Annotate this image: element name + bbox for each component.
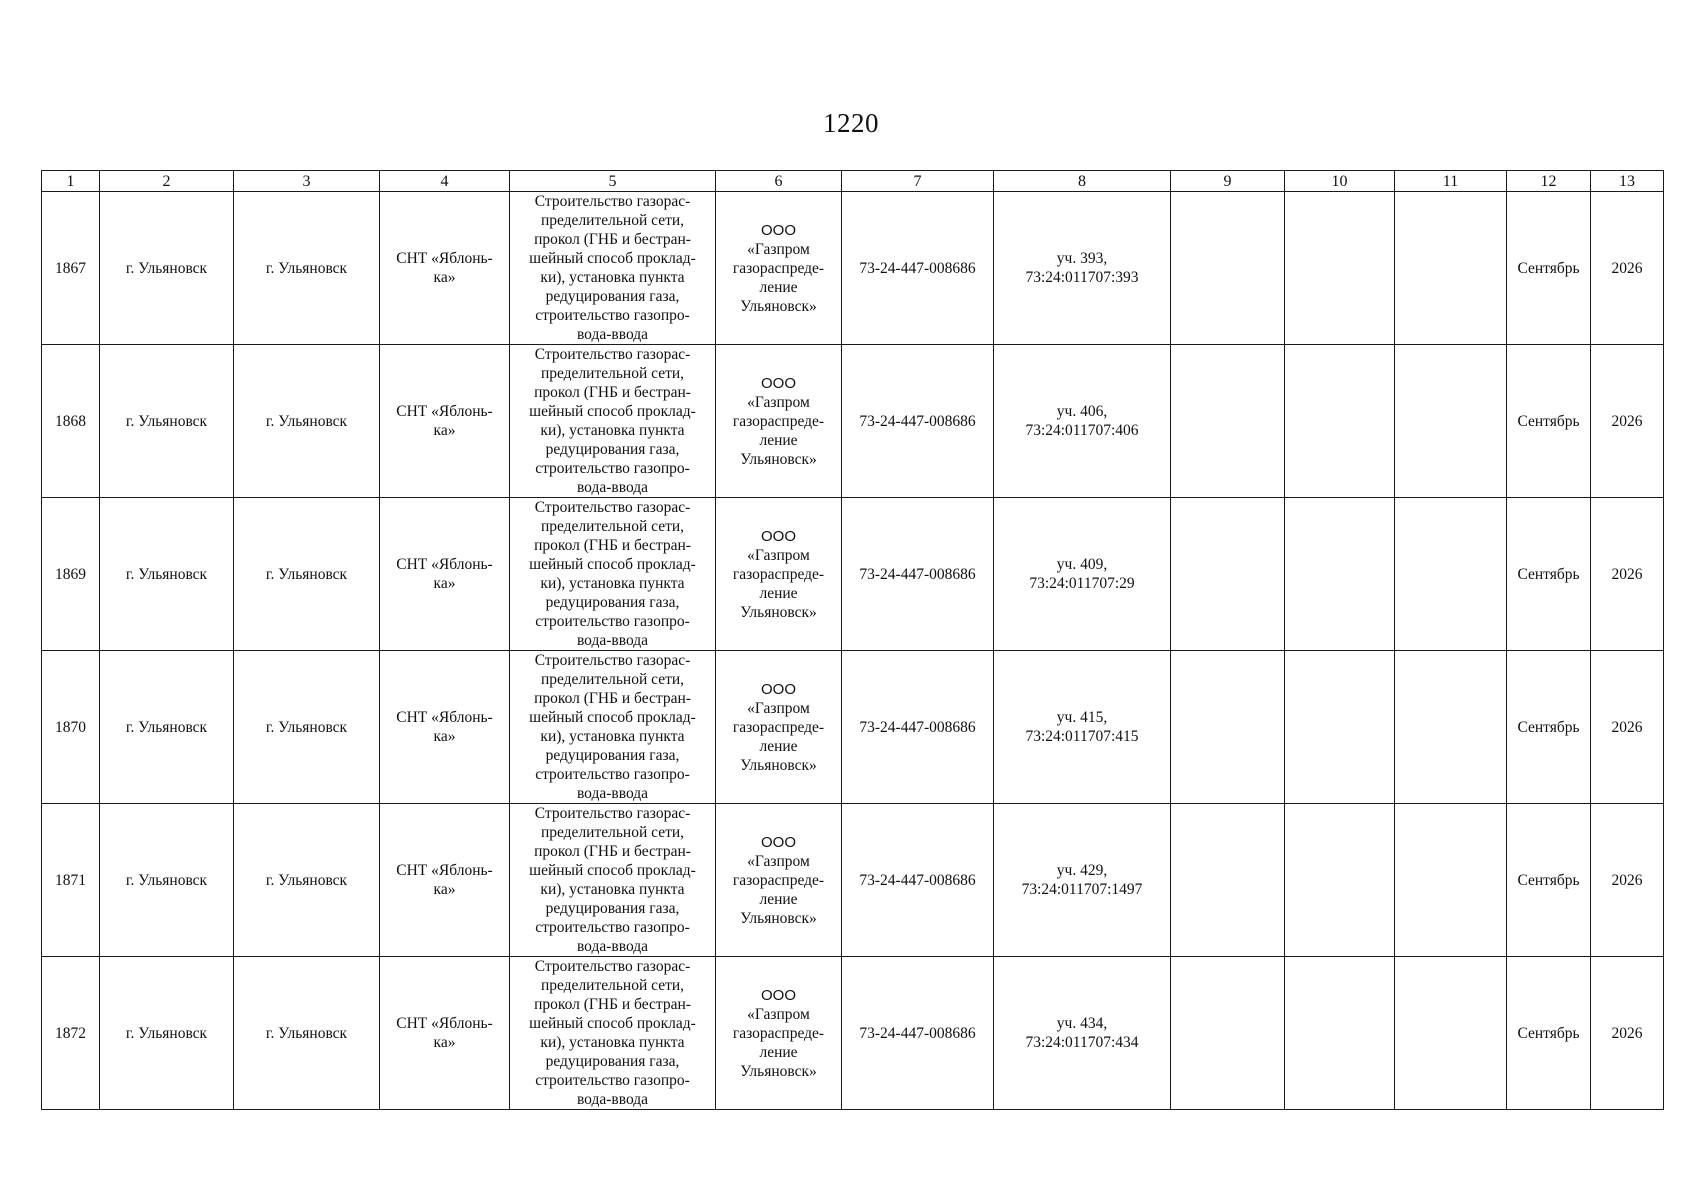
application-number-cell: 73-24-447-008686: [842, 192, 994, 345]
settlement-cell: [380, 957, 510, 1110]
organization-line: газораспреде-: [732, 259, 825, 277]
municipality-cell: г. Ульяновск: [234, 651, 380, 804]
organization-cell: [716, 651, 842, 804]
description-line: строительство газопро-: [535, 766, 690, 783]
column-9-cell: [1171, 804, 1285, 957]
column-9-cell: [1171, 345, 1285, 498]
column-11-cell: [1395, 192, 1507, 345]
municipality-cell: г. Ульяновск: [234, 345, 380, 498]
description-line: прокол (ГНБ и бестран-: [534, 843, 691, 860]
column-header: 4: [380, 171, 510, 192]
description-line: вода-ввода: [576, 479, 649, 496]
organization-line: ление: [759, 431, 798, 449]
settlement-cell: [380, 804, 510, 957]
plot-line: 73:24:011707:406: [1025, 422, 1139, 439]
description-line: вода-ввода: [576, 326, 649, 343]
settlement-cell: [380, 192, 510, 345]
application-number-cell: 73-24-447-008686: [842, 651, 994, 804]
organization-line: «Газпром: [747, 546, 810, 564]
organization-line: «Газпром: [747, 852, 810, 870]
plot-line: 73:24:011707:29: [1029, 575, 1135, 592]
description-line: Строительство газорас-: [534, 958, 691, 975]
organization-cell: [716, 498, 842, 651]
settlement-line: СНТ «Яблонь-: [396, 862, 493, 879]
organization-line: ление: [759, 737, 798, 755]
organization-cell: [716, 804, 842, 957]
city-cell: г. Ульяновск: [100, 192, 234, 345]
month-cell: Сентябрь: [1507, 345, 1591, 498]
organization-line: газораспреде-: [732, 718, 825, 736]
organization-line: Ульяновск»: [740, 450, 817, 468]
description-line: прокол (ГНБ и бестран-: [534, 384, 691, 401]
organization-form: ООО: [760, 221, 796, 239]
organization-line: «Газпром: [747, 393, 810, 411]
column-header: 8: [994, 171, 1171, 192]
organization-line: Ульяновск»: [740, 603, 817, 621]
description-line: Строительство газорас-: [534, 805, 691, 822]
settlement-line: ка»: [433, 728, 456, 745]
table-row: [42, 192, 1664, 345]
organization-cell: [716, 957, 842, 1110]
description-line: шейный способ проклад-: [529, 250, 696, 267]
organization-line: «Газпром: [747, 240, 810, 258]
page-number: 1220: [823, 108, 879, 138]
month-cell: Сентябрь: [1507, 651, 1591, 804]
column-11-cell: [1395, 498, 1507, 651]
description-line: пределительной сети,: [540, 977, 685, 994]
organization-line: Ульяновск»: [740, 297, 817, 315]
table-row: [42, 498, 1664, 651]
column-10-cell: [1285, 192, 1395, 345]
column-header: 7: [842, 171, 994, 192]
application-number-cell: 73-24-447-008686: [842, 345, 994, 498]
column-header: 3: [234, 171, 380, 192]
row-id-cell: 1868: [42, 345, 100, 498]
organization-line: ление: [759, 890, 798, 908]
description-line: ки), установка пункта: [540, 422, 685, 439]
description-line: строительство газопро-: [535, 307, 690, 324]
settlement-line: ка»: [433, 422, 456, 439]
description-line: вода-ввода: [576, 785, 649, 802]
description-line: строительство газопро-: [535, 919, 690, 936]
settlement-cell: [380, 498, 510, 651]
month-cell: Сентябрь: [1507, 804, 1591, 957]
plot-cell: [994, 651, 1171, 804]
description-line: ки), установка пункта: [540, 728, 685, 745]
plot-line: 73:24:011707:415: [1025, 728, 1139, 745]
organization-line: «Газпром: [747, 699, 810, 717]
row-id-cell: 1870: [42, 651, 100, 804]
description-line: шейный способ проклад-: [529, 556, 696, 573]
column-header: 2: [100, 171, 234, 192]
work-description-cell: [510, 957, 716, 1110]
column-9-cell: [1171, 651, 1285, 804]
organization-line: «Газпром: [747, 1005, 810, 1023]
year-cell: 2026: [1591, 651, 1664, 804]
organization-line: ление: [759, 584, 798, 602]
settlement-cell: [380, 345, 510, 498]
description-line: ки), установка пункта: [540, 575, 685, 592]
row-id-cell: 1872: [42, 957, 100, 1110]
column-header: 5: [510, 171, 716, 192]
settlement-line: СНТ «Яблонь-: [396, 556, 493, 573]
description-line: ки), установка пункта: [540, 1034, 685, 1051]
description-line: ки), установка пункта: [540, 881, 685, 898]
city-cell: г. Ульяновск: [100, 498, 234, 651]
description-line: шейный способ проклад-: [529, 862, 696, 879]
description-line: Строительство газорас-: [534, 499, 691, 516]
table-row: [42, 651, 1664, 804]
description-line: редуцирования газа,: [545, 594, 680, 611]
description-line: прокол (ГНБ и бестран-: [534, 996, 691, 1013]
organization-cell: [716, 192, 842, 345]
settlement-cell: [380, 651, 510, 804]
description-line: строительство газопро-: [535, 460, 690, 477]
organization-line: Ульяновск»: [740, 756, 817, 774]
plot-line: 73:24:011707:393: [1025, 269, 1139, 286]
organization-line: ление: [759, 1043, 798, 1061]
row-id-cell: 1867: [42, 192, 100, 345]
application-number-cell: 73-24-447-008686: [842, 498, 994, 651]
plot-line: уч. 434,: [1056, 1015, 1108, 1032]
description-line: пределительной сети,: [540, 671, 685, 688]
organization-line: Ульяновск»: [740, 909, 817, 927]
description-line: пределительной сети,: [540, 518, 685, 535]
year-cell: 2026: [1591, 804, 1664, 957]
organization-form: ООО: [760, 680, 796, 698]
year-cell: 2026: [1591, 957, 1664, 1110]
description-line: вода-ввода: [576, 938, 649, 955]
city-cell: г. Ульяновск: [100, 345, 234, 498]
organization-form: ООО: [760, 527, 796, 545]
description-line: редуцирования газа,: [545, 900, 680, 917]
description-line: ки), установка пункта: [540, 269, 685, 286]
table-row: [42, 804, 1664, 957]
description-line: пределительной сети,: [540, 365, 685, 382]
city-cell: г. Ульяновск: [100, 804, 234, 957]
settlement-line: ка»: [433, 575, 456, 592]
plot-cell: [994, 498, 1171, 651]
organization-line: газораспреде-: [732, 871, 825, 889]
description-line: Строительство газорас-: [534, 346, 691, 363]
column-number-row: [42, 171, 1664, 192]
description-line: прокол (ГНБ и бестран-: [534, 690, 691, 707]
column-9-cell: [1171, 957, 1285, 1110]
column-header: 10: [1285, 171, 1395, 192]
year-cell: 2026: [1591, 192, 1664, 345]
description-line: шейный способ проклад-: [529, 1015, 696, 1032]
column-11-cell: [1395, 651, 1507, 804]
description-line: прокол (ГНБ и бестран-: [534, 231, 691, 248]
work-description-cell: [510, 345, 716, 498]
column-header: 6: [716, 171, 842, 192]
settlement-line: СНТ «Яблонь-: [396, 1015, 493, 1032]
description-line: вода-ввода: [576, 1091, 649, 1108]
column-header: 13: [1591, 171, 1664, 192]
column-11-cell: [1395, 804, 1507, 957]
column-10-cell: [1285, 651, 1395, 804]
column-header: 9: [1171, 171, 1285, 192]
organization-line: ление: [759, 278, 798, 296]
row-id-cell: 1869: [42, 498, 100, 651]
plot-line: уч. 415,: [1056, 709, 1108, 726]
description-line: вода-ввода: [576, 632, 649, 649]
settlement-line: ка»: [433, 1034, 456, 1051]
plot-line: 73:24:011707:434: [1025, 1034, 1139, 1051]
organization-line: газораспреде-: [732, 1024, 825, 1042]
description-line: Строительство газорас-: [534, 652, 691, 669]
column-10-cell: [1285, 345, 1395, 498]
application-number-cell: 73-24-447-008686: [842, 804, 994, 957]
month-cell: Сентябрь: [1507, 498, 1591, 651]
year-cell: 2026: [1591, 498, 1664, 651]
municipality-cell: г. Ульяновск: [234, 498, 380, 651]
description-line: Строительство газорас-: [534, 193, 691, 210]
description-line: редуцирования газа,: [545, 1053, 680, 1070]
column-header: 1: [42, 171, 100, 192]
column-10-cell: [1285, 957, 1395, 1110]
municipality-cell: г. Ульяновск: [234, 957, 380, 1110]
column-9-cell: [1171, 192, 1285, 345]
description-line: строительство газопро-: [535, 613, 690, 630]
municipality-cell: г. Ульяновск: [234, 192, 380, 345]
organization-form: ООО: [760, 374, 796, 392]
table-row: [42, 345, 1664, 498]
description-line: шейный способ проклад-: [529, 403, 696, 420]
settlement-line: ка»: [433, 269, 456, 286]
column-11-cell: [1395, 957, 1507, 1110]
plot-cell: [994, 804, 1171, 957]
plot-cell: [994, 192, 1171, 345]
register-body: [42, 192, 1664, 1110]
application-number-cell: 73-24-447-008686: [842, 957, 994, 1110]
description-line: пределительной сети,: [540, 212, 685, 229]
description-line: редуцирования газа,: [545, 441, 680, 458]
column-header: 11: [1395, 171, 1507, 192]
municipality-cell: г. Ульяновск: [234, 804, 380, 957]
organization-form: ООО: [760, 986, 796, 1004]
work-description-cell: [510, 804, 716, 957]
month-cell: Сентябрь: [1507, 192, 1591, 345]
settlement-line: СНТ «Яблонь-: [396, 709, 493, 726]
plot-line: уч. 393,: [1056, 250, 1108, 267]
column-9-cell: [1171, 498, 1285, 651]
plot-cell: [994, 345, 1171, 498]
organization-form: ООО: [760, 833, 796, 851]
column-11-cell: [1395, 345, 1507, 498]
description-line: пределительной сети,: [540, 824, 685, 841]
settlement-line: СНТ «Яблонь-: [396, 403, 493, 420]
organization-line: Ульяновск»: [740, 1062, 817, 1080]
register-table: [41, 170, 1664, 1110]
plot-line: уч. 409,: [1056, 556, 1108, 573]
column-10-cell: [1285, 804, 1395, 957]
description-line: прокол (ГНБ и бестран-: [534, 537, 691, 554]
settlement-line: СНТ «Яблонь-: [396, 250, 493, 267]
plot-line: уч. 406,: [1056, 403, 1108, 420]
plot-cell: [994, 957, 1171, 1110]
description-line: редуцирования газа,: [545, 747, 680, 764]
city-cell: г. Ульяновск: [100, 957, 234, 1110]
column-10-cell: [1285, 498, 1395, 651]
month-cell: Сентябрь: [1507, 957, 1591, 1110]
row-id-cell: 1871: [42, 804, 100, 957]
column-header: 12: [1507, 171, 1591, 192]
organization-cell: [716, 345, 842, 498]
plot-line: 73:24:011707:1497: [1021, 881, 1143, 898]
work-description-cell: [510, 651, 716, 804]
description-line: шейный способ проклад-: [529, 709, 696, 726]
description-line: редуцирования газа,: [545, 288, 680, 305]
settlement-line: ка»: [433, 881, 456, 898]
work-description-cell: [510, 498, 716, 651]
plot-line: уч. 429,: [1056, 862, 1108, 879]
work-description-cell: [510, 192, 716, 345]
year-cell: 2026: [1591, 345, 1664, 498]
description-line: строительство газопро-: [535, 1072, 690, 1089]
table-row: [42, 957, 1664, 1110]
organization-line: газораспреде-: [732, 412, 825, 430]
organization-line: газораспреде-: [732, 565, 825, 583]
city-cell: г. Ульяновск: [100, 651, 234, 804]
